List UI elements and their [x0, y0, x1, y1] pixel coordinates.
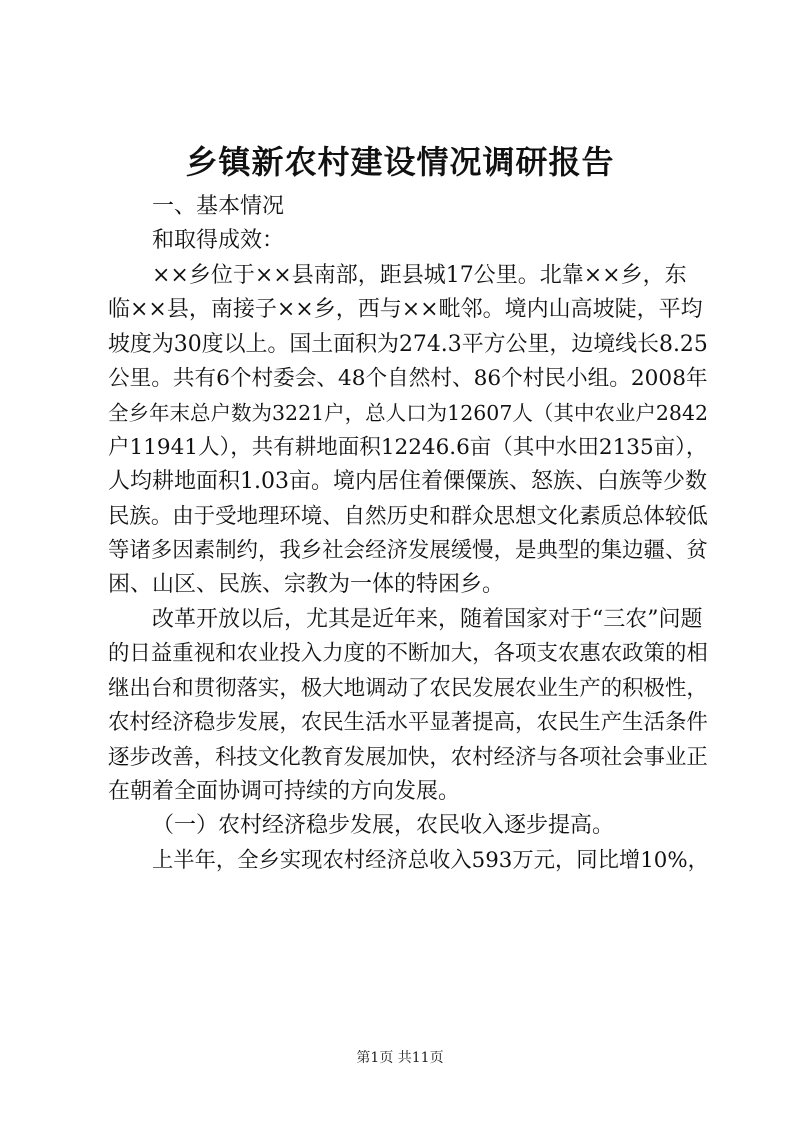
body-line: 上半年，全乡实现农村经济总收入593万元，同比增10%， — [152, 847, 709, 873]
body-line: 民族。由于受地理环境、自然历史和群众思想文化素质总体较低 — [108, 503, 708, 529]
document-body — [108, 190, 708, 878]
body-line: 户11941人），共有耕地面积12246.6亩（其中水田2135亩）， — [108, 434, 708, 460]
body-line: 继出台和贯彻落实，极大地调动了农民发展农业生产的积极性， — [108, 675, 708, 701]
body-line: 逐步改善，科技文化教育发展加快，农村经济与各项社会事业正 — [108, 744, 708, 770]
body-line: 在朝着全面协调可持续的方向发展。 — [108, 778, 461, 804]
body-line: 农村经济稳步发展，农民生活水平显著提高，农民生产生活条件 — [108, 710, 708, 736]
body-line: 的日益重视和农业投入力度的不断加大，各项支农惠农政策的相 — [108, 641, 708, 667]
body-line: 坡度为30度以上。国土面积为274.3平方公里，边境线长8.25 — [108, 331, 708, 357]
body-line: 困、山区、民族、宗教为一体的特困乡。 — [108, 572, 505, 598]
body-line: 等诸多因素制约，我乡社会经济发展缓慢，是典型的集边疆、贫 — [108, 538, 708, 564]
document-title: 乡镇新农村建设情况调研报告 — [185, 143, 615, 181]
body-line: 全乡年末总户数为3221户，总人口为12607人（其中农业户2842 — [108, 401, 709, 426]
page-footer: 第1页 共11页 — [356, 1050, 444, 1066]
body-line: ××乡位于××县南部，距县城17公里。北靠××乡，东 — [152, 262, 687, 288]
body-line: 和取得成效： — [152, 228, 285, 254]
body-line: 一、基本情况 — [152, 194, 285, 219]
body-line: （一）农村经济稳步发展，农民收入逐步提高。 — [152, 813, 615, 839]
body-line: 人均耕地面积1.03亩。境内居住着傈僳族、怒族、白族等少数 — [108, 469, 707, 495]
body-line: 公里。共有6个村委会、48个自然村、86个村民小组。2008年 — [108, 366, 708, 392]
body-line: 临××县，南接子××乡，西与××毗邻。境内山高坡陡，平均 — [108, 297, 703, 323]
body-line: 改革开放以后，尤其是近年来，随着国家对于“三农”问题 — [152, 606, 703, 632]
